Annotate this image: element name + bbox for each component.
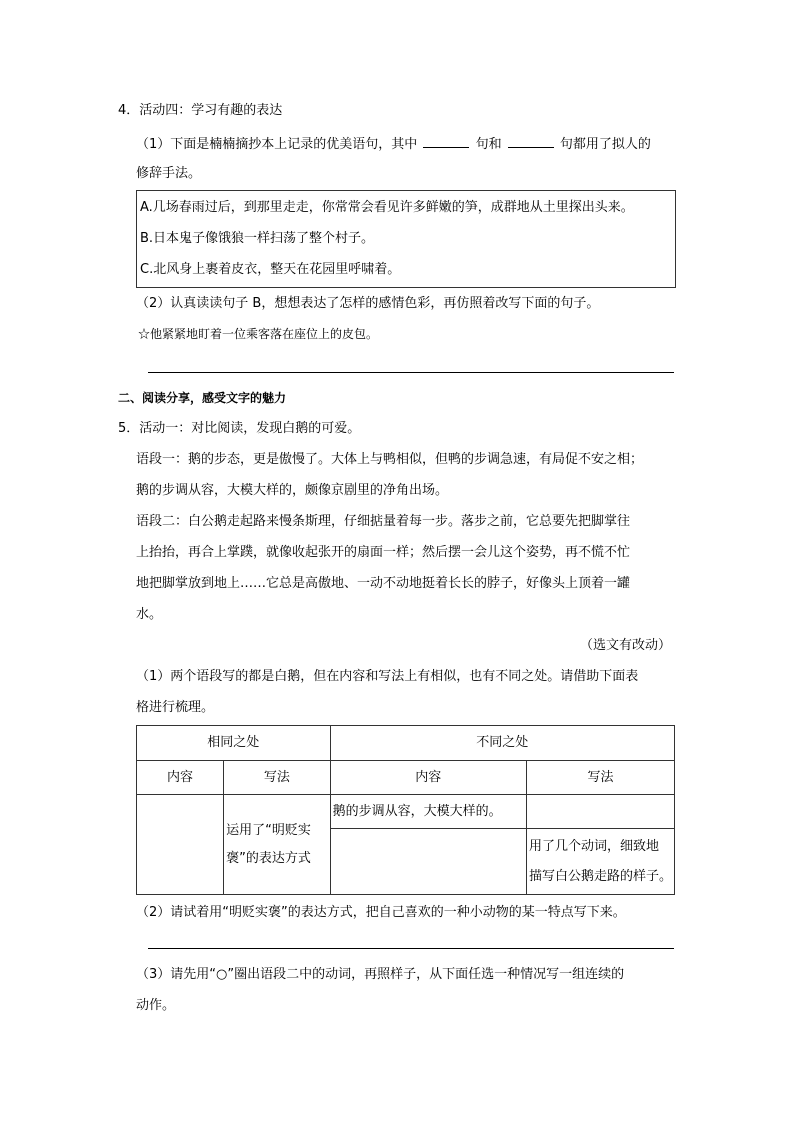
option-b: B.日本鬼子像饿狼一样扫荡了整个村子。 (140, 231, 375, 246)
q4-p1-line2: 修辞手法。 (136, 166, 202, 181)
answer-line-1[interactable] (148, 372, 674, 373)
cell-same-method (224, 795, 331, 895)
q4-p1-text-a: （1）下面是楠楠摘抄本上记录的优美语句，其中 (136, 137, 418, 152)
col-same-content: 内容 (137, 761, 224, 795)
sub1-line1: （1）两个语段写的都是白鹅，但在内容和写法上有相似，也有不同之处。请借助下面表 (136, 669, 639, 684)
cell-diff-content-2[interactable] (330, 829, 526, 895)
diff-method-line1: 用了几个动词，细致地 (528, 838, 659, 854)
q4-p2-example: ☆他紧紧地盯着一位乘客落在座位上的皮包。 (138, 327, 379, 341)
sub3-line2: 动作。 (136, 998, 176, 1013)
diff-header: 不同之处 (330, 726, 674, 761)
cell-diff-content-1: 鹅的步调从容，大模大样的。 (330, 795, 526, 829)
q4-p1-text-c: 句都用了拟人的 (559, 137, 651, 152)
sub1-line2: 格进行梳理。 (136, 700, 215, 715)
sub3-line1: （3）请先用“○”圈出语段二中的动词，再照样子，从下面任选一种情况写一组连续的 (136, 967, 625, 982)
q4-p1-text-b: 句和 (475, 137, 502, 152)
col-diff-content: 内容 (330, 761, 526, 795)
para2-line3: 地把脚掌放到地上……它总是高傲地、一动不动地挺着长长的脖子，好像头上顶着一罐 (136, 576, 631, 591)
cell-diff-method-2 (526, 829, 674, 895)
answer-blank-1[interactable] (423, 134, 469, 148)
col-diff-method: 写法 (526, 761, 674, 795)
same-header: 相同之处 (137, 726, 331, 761)
comparison-table (136, 725, 675, 895)
answer-blank-2[interactable] (508, 134, 554, 148)
para1-line1: 语段一：鹅的步态，更是傲慢了。大体上与鸭相似，但鸭的步调急速，有局促不安之相； (136, 452, 644, 467)
para2-line4: 水。 (136, 607, 163, 622)
para2-line1: 语段二：白公鹅走起路来慢条斯理，仔细掂量着每一步。落步之前，它总要先把脚掌往 (136, 514, 631, 529)
same-method-line1: 运用了“明贬实 (226, 822, 311, 838)
col-same-method: 写法 (224, 761, 331, 795)
para1-line2: 鹅的步调从容，大模大样的，颇像京剧里的净角出场。 (136, 483, 449, 498)
q4-heading: 4．活动四：学习有趣的表达 (118, 103, 283, 118)
para2-line2: 上抬抬，再合上掌蹼，就像收起张开的扇面一样；然后摆一会儿这个姿势，再不慌不忙 (136, 545, 631, 560)
diff-method-line2: 描写白公鹅走路的样子。 (528, 868, 672, 884)
answer-line-2[interactable] (148, 948, 674, 949)
source-note: （选文有改动） (580, 638, 672, 653)
q4-p1-line1 (136, 134, 651, 154)
cell-same-content[interactable] (137, 795, 224, 895)
sub2: （2）请试着用“明贬实褒”的表达方式，把自己喜欢的一种小动物的某一特点写下来。 (136, 905, 626, 920)
section-2-title: 二、阅读分享，感受文字的魅力 (118, 391, 287, 405)
option-c: C.北风身上裹着皮衣，整天在花园里呼啸着。 (140, 262, 401, 277)
cell-diff-method-1[interactable] (526, 795, 674, 829)
q4-p2: （2）认真读读句子 B，想想表达了怎样的感情色彩，再仿照着改写下面的句子。 (136, 296, 600, 311)
option-a: A.几场春雨过后，到那里走走，你常常会看见许多鲜嫩的笋，成群地从土里探出头来。 (140, 200, 634, 215)
q5-heading: 5．活动一：对比阅读，发现白鹅的可爱。 (118, 421, 361, 436)
same-method-line2: 褒”的表达方式 (226, 850, 311, 866)
